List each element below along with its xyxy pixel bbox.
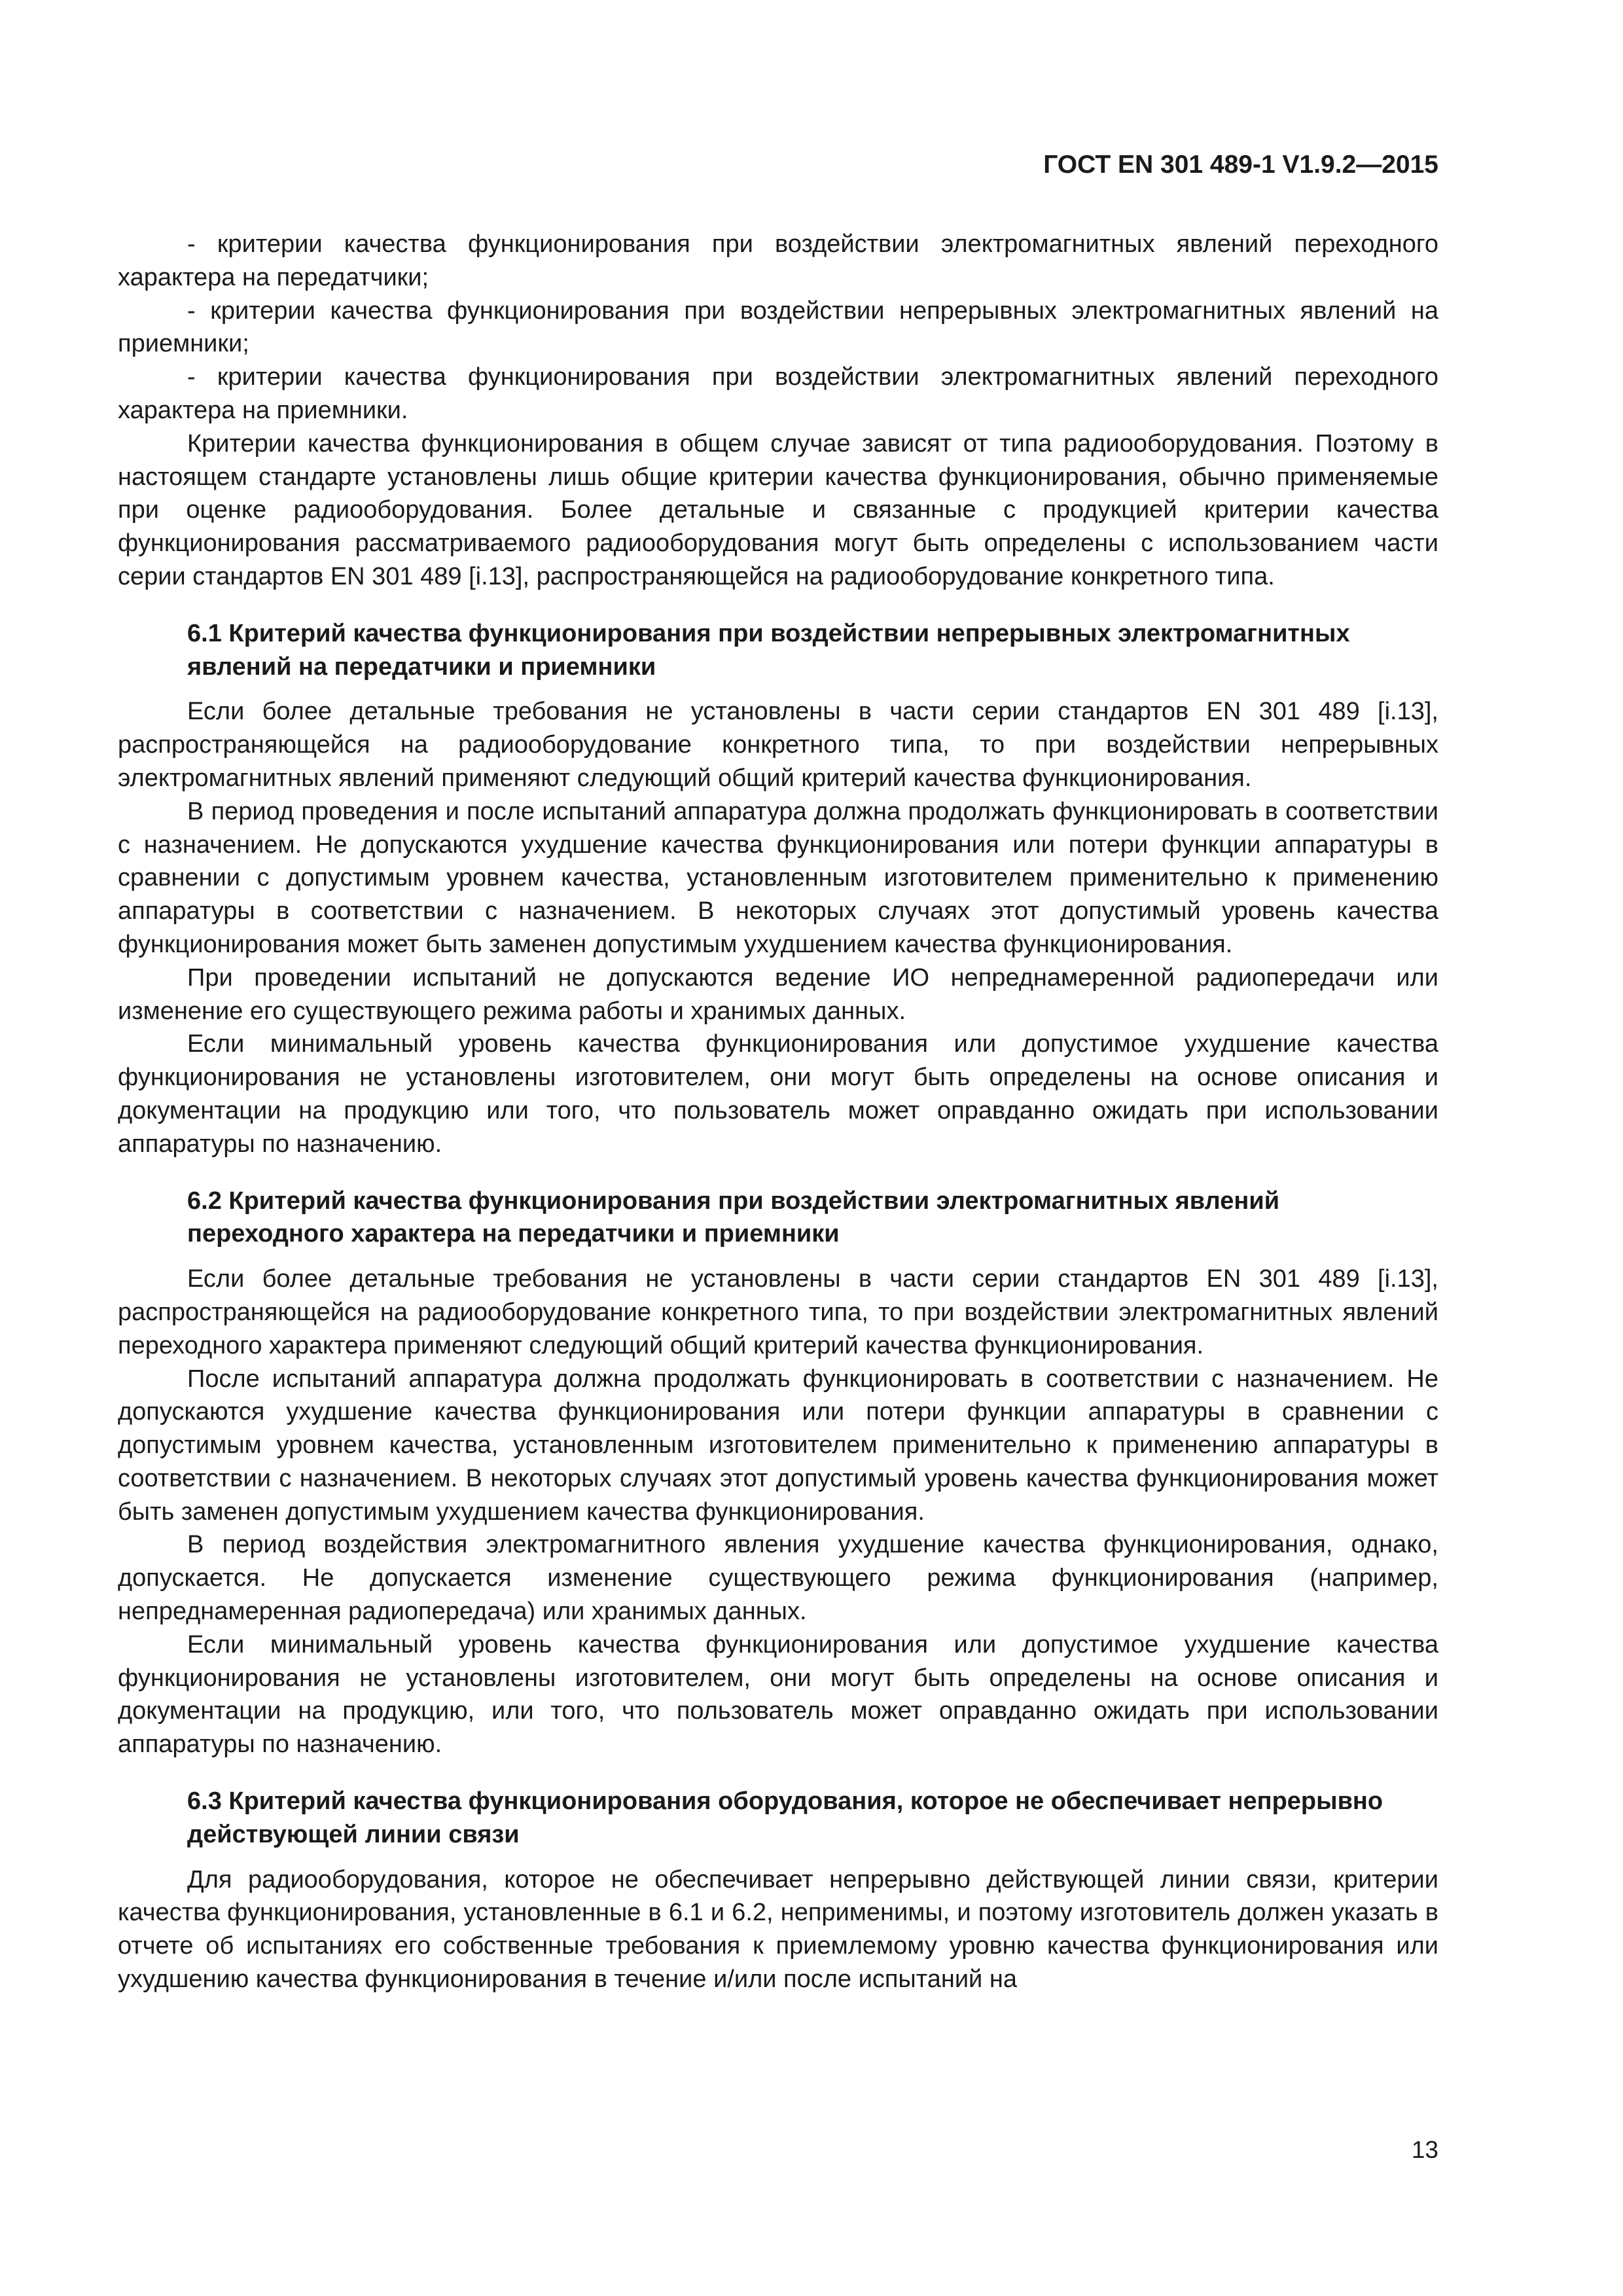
paragraph: Если минимальный уровень качества функционирования или допустимое ухудшение качества функционирования не установлены изготовителем, они могут быть определены на основе описания и документации на продукцию или того, что пользователь может оправданно ожидать при использовании аппаратуры по назначению. xyxy=(118,1030,1438,1158)
document-code-header: ГОСТ EN 301 489-1 V1.9.2—2015 xyxy=(1043,151,1438,179)
section-heading-6-1: 6.1 Критерий качества функционирования при воздействии непрерывных электромагнитных явлений на передатчики и приемники xyxy=(187,619,1350,681)
paragraph: Если более детальные требования не установлены в части серии стандартов EN 301 489 [i.13], распространяющейся на радиооборудование конкретного типа, то при воздействии непрерывных электромагнитных явлений применяют следующий общий критерий качества функционирования. xyxy=(118,698,1438,792)
paragraph: Для радиооборудования, которое не обеспечивает непрерывно действующей линии связи, критерии качества функционирования, установленные в 6.1 и 6.2, неприменимы, и поэтому изготовитель должен указать в отчете об испытаниях его собственные требования к приемлемому уровню качества функционирования или ухудшению качества функционирования в течение и/или после испытаний на xyxy=(118,1865,1438,1994)
list-item: - критерии качества функционирования при воздействии электромагнитных явлений переходного характера на передатчики; xyxy=(118,230,1438,291)
paragraph: В период проведения и после испытаний аппаратура должна продолжать функционировать в соответствии с назначением. Не допускаются ухудшение качества функционирования или потери функции аппаратуры в сравнении с допустимым уровнем качества, установленным изготовителем применительно к применению аппаратуры в соответствии с назначением. В некоторых случаях этот допустимый уровень качества функционирования может быть заменен допустимым ухудшением качества функционирования. xyxy=(118,797,1438,958)
document-body xyxy=(118,228,1438,1996)
section-heading-6-3: 6.3 Критерий качества функционирования оборудования, которое не обеспечивает непрерывно действующей линии связи xyxy=(187,1787,1383,1848)
paragraph: В период воздействия электромагнитного явления ухудшение качества функционирования, однако, допускается. Не допускается изменение существующего режима функционирования (например, непреднамеренная радиопередача) или хранимых данных. xyxy=(118,1531,1438,1626)
list-item: - критерии качества функционирования при воздействии непрерывных электромагнитных явлений на приемники; xyxy=(118,296,1438,358)
section-heading-6-2: 6.2 Критерий качества функционирования при воздействии электромагнитных явлений переходного характера на передатчики и приемники xyxy=(187,1187,1280,1248)
paragraph: Если минимальный уровень качества функционирования или допустимое ухудшение качества функционирования не установлены изготовителем, они могут быть определены на основе описания и документации на продукцию, или того, что пользователь может оправданно ожидать при использовании аппаратуры по назначению. xyxy=(118,1630,1438,1759)
paragraph: При проведении испытаний не допускаются ведение ИО непреднамеренной радиопередачи или изменение его существующего режима работы и хранимых данных. xyxy=(118,963,1438,1025)
intro-paragraph: Критерии качества функционирования в общем случае зависят от типа радиооборудования. Поэтому в настоящем стандарте установлены лишь общие критерии качества функционирования, обычно применяемые при оценке радиооборудования. Более детальные и связанные с продукцией критерии качества функционирования рассматриваемого радиооборудования могут быть определены с использованием части серии стандартов EN 301 489 [i.13], распространяющейся на радиооборудование конкретного типа. xyxy=(118,429,1438,590)
page-number: 13 xyxy=(1411,2136,1438,2163)
paragraph: Если более детальные требования не установлены в части серии стандартов EN 301 489 [i.13], распространяющейся на радиооборудование конкретного типа, то при воздействии электромагнитных явлений переходного характера применяют следующий общий критерий качества функционирования. xyxy=(118,1265,1438,1359)
list-item: - критерии качества функционирования при воздействии электромагнитных явлений переходного характера на приемники. xyxy=(118,363,1438,424)
paragraph: После испытаний аппаратура должна продолжать функционировать в соответствии с назначением. Не допускаются ухудшение качества функционирования или потери функции аппаратуры в сравнении с допустимым уровнем качества, установленным изготовителем применительно к применению аппаратуры в соответствии с назначением. В некоторых случаях этот допустимый уровень качества функционирования может быть заменен допустимым ухудшением качества функционирования. xyxy=(118,1365,1438,1526)
